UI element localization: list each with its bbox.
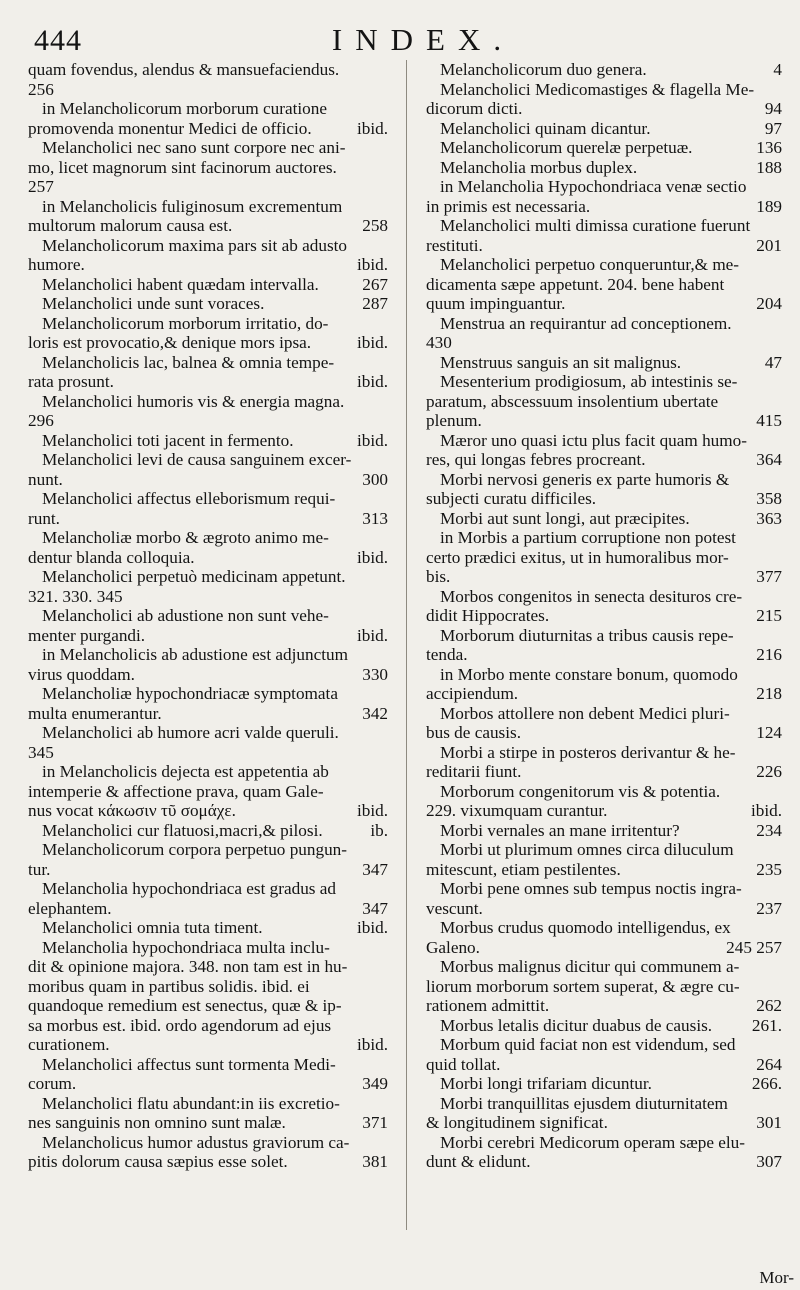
index-entry-text: Melancholicus humor adustus graviorum ca- xyxy=(42,1132,350,1152)
index-page-reference: 330 xyxy=(358,665,388,685)
index-entry-text: 345 xyxy=(28,742,54,762)
index-line xyxy=(426,450,782,470)
right-column xyxy=(426,60,782,1270)
index-line xyxy=(28,762,388,782)
index-entry-text: Morbus crudus quomodo intelligendus, ex xyxy=(440,918,731,937)
index-line xyxy=(28,860,388,880)
index-line xyxy=(28,567,388,587)
index-line xyxy=(28,294,388,314)
index-page-reference: 301 xyxy=(752,1113,782,1133)
index-entry-text: Melancholicorum morborum irritatio, do- xyxy=(42,313,329,333)
index-page-reference: 358 xyxy=(752,489,782,509)
index-page-reference: 235 xyxy=(752,860,782,880)
index-entry-text: dunt & elidunt. xyxy=(426,1152,531,1171)
index-line xyxy=(426,431,782,451)
index-line xyxy=(426,840,782,860)
index-line xyxy=(28,938,388,958)
index-entry-text: in Melancholicis fuliginosum excrementum xyxy=(42,196,343,216)
index-entry-text: Melancholicorum maxima pars sit ab adusto xyxy=(42,235,348,255)
index-entry-text: Melancholici quinam dicantur. xyxy=(440,118,651,138)
index-page-reference: ibid. xyxy=(353,626,388,646)
index-entry-text: pitis dolorum causa sæpius esse solet. xyxy=(28,1152,288,1171)
index-page-reference: ibid. xyxy=(747,801,782,821)
index-line xyxy=(426,1152,782,1172)
index-entry-text: humore. xyxy=(28,255,85,274)
index-page-reference: 226 xyxy=(752,762,782,782)
index-entry-text: Melancholicorum querelæ perpetuæ. xyxy=(440,138,693,157)
index-entry-text: virus quoddam. xyxy=(28,664,135,684)
index-page-reference: 237 xyxy=(752,899,782,919)
index-line xyxy=(426,1113,782,1133)
index-line xyxy=(28,333,388,353)
index-entry-text: accipiendum. xyxy=(426,684,519,703)
index-line xyxy=(426,587,782,607)
index-entry-text: Melancholici affectus elleborismum requi- xyxy=(42,489,336,508)
index-line xyxy=(426,606,782,626)
index-page-reference: 189 xyxy=(752,197,782,217)
index-entry-text: Melancholicorum duo genera. xyxy=(440,60,647,79)
index-line xyxy=(426,197,782,217)
index-line xyxy=(28,1113,388,1133)
page-number: 444 xyxy=(34,24,82,57)
index-line xyxy=(426,138,782,158)
index-entry-text: subjecti curatu difficiles. xyxy=(426,489,597,508)
index-page-reference: 261. xyxy=(748,1016,782,1036)
index-line xyxy=(28,411,388,431)
index-line xyxy=(28,1035,388,1055)
index-entry-text: 296 xyxy=(28,411,54,430)
index-line xyxy=(28,606,388,626)
index-line xyxy=(28,372,388,392)
index-entry-text: Mæror uno quasi ictu plus facit quam humo- xyxy=(440,430,747,450)
index-entry-text: Melancholici unde sunt voraces. xyxy=(42,294,265,313)
index-line xyxy=(426,645,782,665)
index-line xyxy=(28,918,388,938)
index-line xyxy=(28,450,388,470)
index-entry-text: Morbos attollere non debent Medici pluri- xyxy=(440,703,730,723)
index-entry-text: nes sanguinis non omnino sunt malæ. xyxy=(28,1113,286,1132)
index-page-reference: 267 xyxy=(358,275,388,295)
index-line xyxy=(28,879,388,899)
index-entry-text: in Melancholia Hypochondriaca venæ sectio xyxy=(440,177,747,196)
index-line xyxy=(426,80,782,100)
index-line xyxy=(28,509,388,529)
index-entry-text: in Morbis a partium corruptione non potest xyxy=(440,528,736,547)
index-entry-text: intemperie & affectione prava, quam Gale- xyxy=(28,781,324,801)
index-entry-text: nunt. xyxy=(28,469,63,489)
index-page-reference: 377 xyxy=(752,567,782,587)
index-entry-text: Melancholici Medicomastiges & flagella Me- xyxy=(440,79,755,99)
running-head: INDEX. xyxy=(331,22,515,57)
index-line xyxy=(426,918,782,938)
column-divider xyxy=(406,60,407,1230)
index-page-reference: ibid. xyxy=(353,918,388,938)
index-page-reference: 97 xyxy=(761,119,782,139)
index-line xyxy=(28,197,388,217)
index-entry-text: liorum morborum sortem superat, & ægre cu- xyxy=(426,976,740,996)
index-entry-text: in primis est necessaria. xyxy=(426,196,591,216)
index-entry-text: 430 xyxy=(426,333,452,352)
index-page-reference: ibid. xyxy=(353,255,388,275)
index-entry-text: Melancholici levi de causa sanguinem excer- xyxy=(42,450,352,469)
index-page-reference: 349 xyxy=(358,1074,388,1094)
index-entry-text: tur. xyxy=(28,859,51,879)
index-line xyxy=(426,177,782,197)
index-entry-text: Morbi a stirpe in posteros derivantur & he- xyxy=(440,742,736,762)
index-line xyxy=(28,431,388,451)
index-line xyxy=(426,119,782,139)
index-entry-text: 256 xyxy=(28,79,54,99)
index-entry-text: rata prosunt. xyxy=(28,372,114,391)
index-line xyxy=(426,762,782,782)
index-line xyxy=(426,1055,782,1075)
index-page-reference: 124 xyxy=(752,723,782,743)
index-entry-text: sa morbus est. ibid. ordo agendorum ad ejus xyxy=(28,1015,332,1035)
index-entry-text: runt. xyxy=(28,508,60,528)
catchword: Mor- xyxy=(759,1268,794,1287)
index-line xyxy=(426,626,782,646)
index-entry-text: Morbi tranquillitas ejusdem diuturnitatem xyxy=(440,1093,728,1113)
index-entry-text: Morbi cerebri Medicorum operam sæpe elu- xyxy=(440,1132,745,1152)
index-line xyxy=(426,489,782,509)
index-line xyxy=(28,587,388,607)
index-entry-text: & longitudinem significat. xyxy=(426,1113,608,1132)
index-line xyxy=(426,275,782,295)
index-line xyxy=(426,860,782,880)
index-entry-text: quam fovendus, alendus & mansuefaciendus. xyxy=(28,60,340,79)
index-line xyxy=(28,743,388,763)
index-entry-text: nus vocat κάκωσιν τῦ σομάχε. xyxy=(28,801,236,820)
index-page-reference: 216 xyxy=(752,645,782,665)
index-page-reference: 136 xyxy=(752,138,782,158)
index-entry-text: tenda. xyxy=(426,645,468,664)
index-entry-text: Morbi longi trifariam dicuntur. xyxy=(440,1074,652,1093)
index-line xyxy=(426,1133,782,1153)
index-line xyxy=(426,879,782,899)
index-page-reference: 266. xyxy=(748,1074,782,1094)
index-line xyxy=(426,996,782,1016)
index-page-reference: 4 xyxy=(769,60,782,80)
index-page-reference: 364 xyxy=(752,450,782,470)
index-line xyxy=(426,99,782,119)
index-line xyxy=(426,158,782,178)
index-entry-text: Menstrua an requirantur ad conceptionem. xyxy=(440,313,732,333)
index-line xyxy=(28,684,388,704)
index-entry-text: Morbos congenitos in senecta desituros cre- xyxy=(440,586,743,606)
index-entry-text: Melancholiæ morbo & ægroto animo me- xyxy=(42,528,329,547)
index-entry-text: in Melancholicis dejecta est appetentia ab xyxy=(42,762,329,781)
index-entry-text: moribus quam in partibus solidis. ibid. ei xyxy=(28,976,310,996)
index-entry-text: Melancholici ab adustione non sunt vehe- xyxy=(42,606,329,625)
index-entry-text: Melancholici perpetuo conqueruntur,& me- xyxy=(440,255,740,274)
index-entry-text: Morbi nervosi generis ex parte humoris & xyxy=(440,469,730,489)
index-page-reference: 347 xyxy=(358,860,388,880)
index-page-reference: ibid. xyxy=(353,548,388,568)
index-entry-text: Melancholiæ hypochondriacæ symptomata xyxy=(42,684,338,703)
index-line xyxy=(28,1094,388,1114)
index-line xyxy=(426,1035,782,1055)
index-entry-text: vescunt. xyxy=(426,898,483,918)
index-entry-text: paratum, abscessuum insolentium ubertate xyxy=(426,391,719,411)
index-line xyxy=(426,665,782,685)
index-line xyxy=(28,99,388,119)
index-page-reference: 300 xyxy=(358,470,388,490)
index-page-reference: 234 xyxy=(752,821,782,841)
index-entry-text: Melancholici humoris vis & energia magna. xyxy=(42,391,345,411)
index-entry-text: Morbi ut plurimum omnes circa diluculum xyxy=(440,840,734,859)
index-entry-text: dicorum dicti. xyxy=(426,99,523,118)
index-entry-text: multa enumerantur. xyxy=(28,703,162,723)
index-line xyxy=(426,294,782,314)
index-line xyxy=(28,1055,388,1075)
index-line xyxy=(28,1133,388,1153)
index-line xyxy=(426,704,782,724)
index-line xyxy=(28,353,388,373)
index-entry-text: reditarii fiunt. xyxy=(426,762,522,781)
page-header xyxy=(28,16,778,60)
index-entry-text: curationem. xyxy=(28,1035,110,1054)
index-entry-text: 321. 330. 345 xyxy=(28,586,123,606)
index-entry-text: Galeno. xyxy=(426,937,480,957)
index-page-reference: ibid. xyxy=(353,431,388,451)
index-line xyxy=(28,645,388,665)
index-line xyxy=(28,216,388,236)
index-entry-text: res, qui longas febres procreant. xyxy=(426,450,646,469)
index-line xyxy=(28,528,388,548)
index-page-reference: 307 xyxy=(752,1152,782,1172)
index-columns xyxy=(28,60,782,1270)
index-entry-text: Melancholici multi dimissa curatione fuerunt xyxy=(440,216,751,235)
index-line xyxy=(426,938,782,958)
index-entry-text: Melancholici cur flatuosi,macri,& pilosi. xyxy=(42,820,323,840)
index-line xyxy=(426,801,782,821)
index-entry-text: rationem admittit. xyxy=(426,996,550,1015)
index-line xyxy=(426,314,782,334)
index-line xyxy=(28,782,388,802)
index-line xyxy=(28,138,388,158)
index-line xyxy=(426,684,782,704)
index-entry-text: restituti. xyxy=(426,235,483,255)
index-line xyxy=(28,801,388,821)
index-line xyxy=(426,372,782,392)
index-entry-text: Morbi pene omnes sub tempus noctis ingra- xyxy=(440,879,742,898)
index-page-reference: 371 xyxy=(358,1113,388,1133)
index-line xyxy=(426,1074,782,1094)
index-entry-text: menter purgandi. xyxy=(28,625,146,645)
index-entry-text: 257 xyxy=(28,177,54,196)
index-entry-text: multorum malorum causa est. xyxy=(28,216,233,235)
index-line xyxy=(426,743,782,763)
index-page-reference: 287 xyxy=(358,294,388,314)
index-line xyxy=(28,158,388,178)
index-page-reference: 381 xyxy=(358,1152,388,1172)
index-entry-text: mo, licet magnorum sint facinorum auctores. xyxy=(28,157,337,177)
index-entry-text: Menstruus sanguis an sit malignus. xyxy=(440,352,682,372)
index-entry-text: didit Hippocrates. xyxy=(426,606,550,625)
index-entry-text: Mesenterium prodigiosum, ab intestinis se- xyxy=(440,372,738,391)
index-entry-text: quandoque remedium est senectus, quæ & ip- xyxy=(28,996,342,1015)
index-entry-text: Morborum congenitorum vis & potentia. xyxy=(440,781,721,801)
index-page-reference: 363 xyxy=(752,509,782,529)
index-entry-text: plenum. xyxy=(426,411,482,430)
index-page-reference: ibid. xyxy=(353,372,388,392)
index-entry-text: bus de causis. xyxy=(426,723,521,742)
index-line xyxy=(426,411,782,431)
index-entry-text: Melancholici ab humore acri valde queruli. xyxy=(42,723,339,742)
index-entry-text: in Melancholicis ab adustione est adjunctum xyxy=(42,645,348,664)
index-entry-text: Morbum quid faciat non est videndum, sed xyxy=(440,1035,736,1054)
index-line xyxy=(426,821,782,841)
index-page-reference: 415 xyxy=(752,411,782,431)
index-line xyxy=(426,1016,782,1036)
index-entry-text: dit & opinione majora. 348. non tam est in hu- xyxy=(28,957,348,976)
index-entry-text: bis. xyxy=(426,567,451,586)
index-line xyxy=(426,60,782,80)
index-line xyxy=(28,119,388,139)
index-entry-text: dentur blanda colloquia. xyxy=(28,547,195,567)
index-entry-text: Morbus malignus dicitur qui communem a- xyxy=(440,957,740,976)
index-line xyxy=(28,723,388,743)
index-entry-text: loris est provocatio,& denique mors ipsa. xyxy=(28,333,312,352)
index-page-reference: ib. xyxy=(366,821,388,841)
index-entry-text: corum. xyxy=(28,1074,77,1093)
index-entry-text: Melancholici perpetuò medicinam appetunt. xyxy=(42,567,346,586)
index-line xyxy=(426,567,782,587)
index-line xyxy=(28,236,388,256)
index-line xyxy=(426,723,782,743)
index-page-reference: 313 xyxy=(358,509,388,529)
index-line xyxy=(28,704,388,724)
index-entry-text: Melancholia hypochondriaca multa inclu- xyxy=(42,937,330,957)
index-page-reference: 218 xyxy=(752,684,782,704)
index-entry-text: dicamenta sæpe appetunt. 204. bene habent xyxy=(426,274,725,294)
index-page-reference: 347 xyxy=(358,899,388,919)
index-page-reference: 245 257 xyxy=(722,938,782,958)
index-page-reference: ibid. xyxy=(353,1035,388,1055)
index-entry-text: Melancholici flatu abundant:in iis excretio- xyxy=(42,1093,340,1113)
index-entry-text: Melancholici omnia tuta timent. xyxy=(42,918,263,937)
index-line xyxy=(28,177,388,197)
index-page-reference: 188 xyxy=(752,158,782,178)
index-entry-text: Melancholici toti jacent in fermento. xyxy=(42,430,294,450)
index-entry-text: certo prædici exitus, ut in humoralibus mor- xyxy=(426,547,729,567)
index-line xyxy=(426,216,782,236)
index-line xyxy=(28,1074,388,1094)
index-line xyxy=(426,353,782,373)
index-line xyxy=(426,1094,782,1114)
index-page-reference: ibid. xyxy=(353,119,388,139)
index-line xyxy=(426,899,782,919)
index-line xyxy=(28,626,388,646)
index-page-reference: 201 xyxy=(752,236,782,256)
index-entry-text: promovenda monentur Medici de officio. xyxy=(28,118,312,138)
index-page-reference: 215 xyxy=(752,606,782,626)
index-entry-text: Melancholicis lac, balnea & omnia tempe- xyxy=(42,352,335,372)
index-line xyxy=(426,255,782,275)
index-page-reference: 258 xyxy=(358,216,388,236)
index-entry-text: Morborum diuturnitas a tribus causis repe- xyxy=(440,625,734,645)
index-entry-text: 229. vixumquam curantur. xyxy=(426,801,608,820)
index-line xyxy=(28,821,388,841)
index-entry-text: mitescunt, etiam pestilentes. xyxy=(426,859,621,879)
index-entry-text: elephantem. xyxy=(28,898,112,918)
index-entry-text: Melancholici habent quædam intervalla. xyxy=(42,274,319,294)
index-page-reference: 94 xyxy=(761,99,782,119)
index-line xyxy=(426,236,782,256)
index-entry-text: Melancholici nec sano sunt corpore nec ani- xyxy=(42,138,346,157)
index-line xyxy=(28,489,388,509)
index-page-reference: 264 xyxy=(752,1055,782,1075)
index-line xyxy=(426,528,782,548)
index-page-reference: 47 xyxy=(761,353,782,373)
index-entry-text: Morbi vernales an mane irritentur? xyxy=(440,820,680,840)
index-entry-text: Melancholia morbus duplex. xyxy=(440,157,638,177)
index-line xyxy=(28,1152,388,1172)
index-entry-text: Melancholia hypochondriaca est gradus ad xyxy=(42,879,336,898)
index-line xyxy=(28,548,388,568)
index-page-reference: ibid. xyxy=(353,801,388,821)
index-line xyxy=(426,548,782,568)
index-line xyxy=(28,957,388,977)
index-line xyxy=(28,255,388,275)
index-entry-text: Melancholici affectus sunt tormenta Medi- xyxy=(42,1054,336,1074)
index-line xyxy=(28,275,388,295)
index-line xyxy=(28,60,388,80)
index-entry-text: in Melancholicorum morborum curatione xyxy=(42,99,327,118)
index-entry-text: Morbi aut sunt longi, aut præcipites. xyxy=(440,508,690,528)
index-entry-text: quid tollat. xyxy=(426,1054,501,1074)
index-line xyxy=(28,1016,388,1036)
index-line xyxy=(28,977,388,997)
index-line xyxy=(28,665,388,685)
index-line xyxy=(28,80,388,100)
index-page-reference: 204 xyxy=(752,294,782,314)
index-entry-text: Melancholicorum corpora perpetuo pungun- xyxy=(42,840,347,859)
index-entry-text: in Morbo mente constare bonum, quomodo xyxy=(440,664,738,684)
index-page-reference: 262 xyxy=(752,996,782,1016)
index-line xyxy=(28,899,388,919)
index-page-reference: 342 xyxy=(358,704,388,724)
index-line xyxy=(426,977,782,997)
index-line xyxy=(426,470,782,490)
index-entry-text: quum impinguantur. xyxy=(426,294,566,313)
index-line xyxy=(28,314,388,334)
index-line xyxy=(426,333,782,353)
index-line xyxy=(28,996,388,1016)
index-line xyxy=(28,470,388,490)
index-line xyxy=(426,509,782,529)
left-column xyxy=(28,60,388,1270)
index-line xyxy=(426,392,782,412)
index-line xyxy=(28,392,388,412)
index-line xyxy=(426,782,782,802)
index-line xyxy=(28,840,388,860)
index-line xyxy=(426,957,782,977)
index-page-reference: ibid. xyxy=(353,333,388,353)
index-entry-text: Morbus letalis dicitur duabus de causis. xyxy=(440,1015,713,1035)
